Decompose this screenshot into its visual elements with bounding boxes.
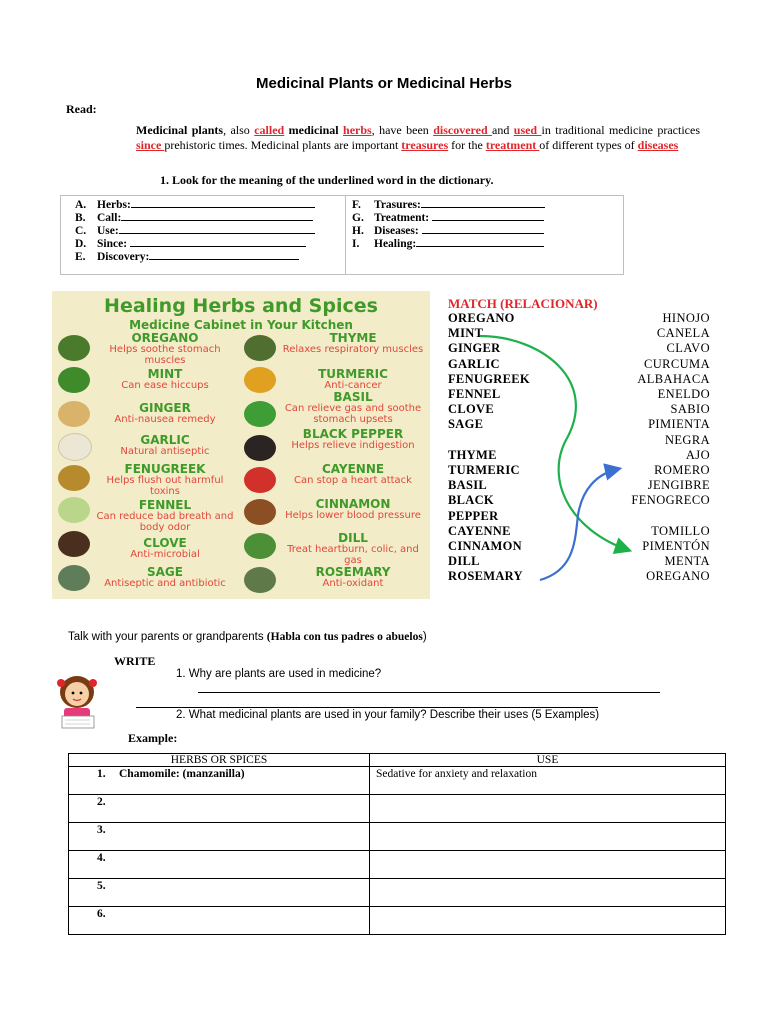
underlined-word: discovered — [433, 123, 493, 137]
herb-name: MINT — [147, 367, 183, 381]
talk-instruction — [68, 631, 427, 643]
herb-desc: Can stop a heart attack — [294, 475, 412, 486]
read-label: Read: — [66, 102, 97, 116]
herb-cell[interactable] — [69, 907, 370, 935]
para-text: of different types of — [539, 137, 638, 152]
vocab-word: Trasures: — [374, 199, 421, 211]
vocab-letter: E. — [75, 251, 86, 263]
herb-name: CLOVE — [143, 536, 187, 550]
question-1: 1. Look for the meaning of the underlined word in the dictionary. — [160, 173, 494, 187]
match-right-item[interactable]: TOMILLO — [651, 523, 710, 538]
match-right-item[interactable]: FENOGRECO — [631, 493, 710, 508]
herb-name: FENNEL — [138, 498, 192, 512]
poster-title: Healing Herbs and Spices — [104, 295, 378, 317]
talk-bold: (Habla con tus padres o abuelos — [266, 631, 423, 643]
vocab-word: Use: — [97, 225, 119, 237]
match-right-item[interactable]: ROMERO — [654, 463, 710, 477]
vocab-letter: H. — [352, 225, 364, 237]
vocab-word: Diseases: — [374, 225, 422, 237]
match-right-item[interactable]: CANELA — [656, 326, 710, 341]
vocab-word: Treatment: — [374, 212, 433, 224]
write-label: WRITE — [114, 654, 156, 668]
herb-name: THYME — [329, 331, 377, 345]
para-text: and — [492, 123, 514, 137]
table-row — [69, 823, 726, 851]
match-right-item[interactable]: CLAVO — [666, 341, 710, 356]
herb-name: ROSEMARY — [315, 565, 391, 579]
para-text: , have been — [371, 123, 434, 137]
underlined-word: used — [513, 123, 542, 137]
table-row — [69, 795, 726, 823]
row-number: 2. — [97, 796, 106, 808]
row-number: 4. — [97, 852, 106, 864]
herb-desc: Anti-microbial — [130, 549, 200, 560]
match-right-item[interactable]: ENELDO — [657, 387, 710, 401]
match-left-item[interactable]: BASIL — [448, 478, 488, 493]
herb-name: CINNAMON — [315, 497, 391, 511]
vocab-word: Healing: — [374, 238, 417, 250]
match-right-item[interactable]: PIMENTÓN — [642, 539, 710, 553]
match-right-item[interactable]: AJO — [685, 447, 710, 462]
underlined-word: called — [254, 123, 285, 137]
underlined-word: treatment — [485, 137, 540, 152]
table-header-row — [69, 754, 726, 767]
match-left-item[interactable]: ROSEMARY — [448, 569, 523, 584]
match-left-item[interactable]: DILL — [448, 554, 480, 569]
talk-end: ) — [422, 631, 427, 643]
herb-cell[interactable] — [69, 823, 370, 851]
talk-text: Talk with your parents or grandparents — [68, 631, 267, 643]
row-number: 1. — [97, 768, 106, 780]
table-row — [69, 879, 726, 907]
match-right-item[interactable]: CURCUMA — [643, 356, 710, 371]
use-cell[interactable] — [370, 823, 726, 851]
herb-desc: Helps soothe stomach muscles — [109, 344, 221, 366]
underlined-word: since — [136, 137, 165, 152]
herb-name: GINGER — [139, 401, 191, 415]
herb-desc: Can ease hiccups — [121, 380, 209, 391]
write-question-1: 1. Why are plants are used in medicine? — [176, 668, 382, 680]
herb-name: TURMERIC — [318, 367, 388, 381]
match-left-item[interactable]: GINGER — [448, 341, 501, 356]
table-row — [69, 907, 726, 935]
use-cell[interactable] — [370, 851, 726, 879]
match-right-item[interactable]: MENTA — [664, 554, 710, 569]
vocab-word: Call: — [97, 212, 122, 224]
green-arrow — [480, 336, 628, 550]
herb-desc: Helps lower blood pressure — [285, 510, 421, 521]
herb-desc: Antiseptic and antibiotic — [104, 578, 226, 589]
herb-name: FENUGREEK — [124, 462, 206, 476]
use-cell[interactable]: Sedative for anxiety and relaxation — [370, 767, 726, 795]
herb-cell[interactable] — [69, 851, 370, 879]
para-text: , also — [223, 123, 255, 137]
herb-desc: Anti-nausea remedy — [114, 414, 216, 425]
match-left-item[interactable]: FENUGREEK — [448, 371, 530, 386]
herb-name: SAGE — [147, 565, 183, 579]
para-text: medicinal — [284, 123, 344, 137]
vocab-letter: I. — [352, 238, 360, 250]
para-text: prehistoric times. Medicinal plants are important — [164, 137, 402, 152]
herb-desc: Can reduce bad breath and body odor — [96, 511, 234, 533]
herb-name: BASIL — [333, 390, 373, 404]
herb-desc: Anti-cancer — [324, 380, 382, 391]
header-use: USE — [370, 754, 726, 767]
vocab-word: Since: — [97, 238, 130, 250]
answer-line-2[interactable] — [136, 707, 598, 708]
herb-desc: Helps relieve indigestion — [291, 440, 415, 451]
underlined-word: treasures — [401, 137, 449, 152]
vocab-word: Discovery: — [97, 251, 150, 263]
vocab-letter: A. — [75, 199, 87, 211]
vocab-letter: C. — [75, 225, 87, 237]
herb-value: Chamomile: (manzanilla) — [119, 768, 245, 780]
match-right-item[interactable]: NEGRA — [664, 432, 710, 447]
vocab-letter: G. — [352, 212, 364, 224]
herb-desc: Relaxes respiratory muscles — [282, 344, 424, 355]
match-left-item[interactable]: TURMERIC — [448, 463, 520, 477]
table-row — [69, 851, 726, 879]
match-left-item[interactable]: OREGANO — [448, 311, 515, 325]
use-cell[interactable] — [370, 795, 726, 823]
match-left-item[interactable]: MINT — [448, 326, 484, 341]
match-right-item[interactable]: OREGANO — [646, 569, 710, 584]
poster-subtitle: Medicine Cabinet in Your Kitchen — [129, 318, 353, 332]
herb-name: DILL — [338, 531, 368, 545]
match-right-item[interactable]: PIMIENTA — [648, 417, 710, 432]
match-left-item[interactable]: THYME — [448, 447, 497, 462]
row-number: 3. — [97, 824, 106, 836]
answer-line-1[interactable] — [198, 692, 660, 693]
herb-cell[interactable] — [69, 879, 370, 907]
match-left-item[interactable]: PEPPER — [448, 508, 499, 523]
para-text: in traditional medicine practices — [541, 123, 700, 137]
match-left-item[interactable]: CINNAMON — [448, 539, 522, 553]
use-cell[interactable] — [370, 907, 726, 935]
herbs-table — [68, 753, 726, 935]
herb-desc: Natural antiseptic — [120, 446, 210, 457]
herb-desc: Helps flush out harmful toxins — [106, 475, 224, 497]
match-right-item[interactable]: ALBAHACA — [637, 371, 710, 386]
match-left-item[interactable]: CLOVE — [448, 402, 494, 417]
vocab-letter: D. — [75, 238, 87, 250]
herb-desc: Can relieve gas and soothe stomach upsets — [284, 403, 422, 425]
use-cell[interactable] — [370, 879, 726, 907]
herb-name: OREGANO — [131, 331, 199, 345]
herb-name: BLACK PEPPER — [302, 427, 404, 441]
row-number: 5. — [97, 880, 106, 892]
match-right-item[interactable]: JENGIBRE — [647, 478, 710, 493]
vocab-letter: F. — [352, 199, 361, 211]
match-left-item[interactable]: GARLIC — [448, 356, 500, 371]
table-row — [69, 767, 726, 795]
example-label: Example: — [128, 731, 178, 745]
match-left-item[interactable]: BLACK — [448, 493, 494, 508]
para-text: for the — [448, 137, 486, 152]
match-left-item[interactable]: FENNEL — [448, 387, 501, 401]
match-left-item[interactable]: SAGE — [448, 417, 484, 432]
header-herbs: HERBS OR SPICES — [69, 754, 370, 767]
girl-writing-icon — [50, 670, 104, 732]
match-right-item[interactable]: HINOJO — [662, 311, 710, 325]
para-term: Medicinal plants — [136, 123, 224, 137]
match-heading: MATCH (RELACIONAR) — [448, 296, 598, 311]
vocab-letter: B. — [75, 212, 86, 224]
match-right-item[interactable]: SABIO — [670, 402, 710, 417]
table-body — [69, 767, 726, 935]
herb-name: CAYENNE — [321, 462, 385, 476]
write-question-2: 2. What medicinal plants are used in your family? Describe their uses (5 Examples) — [176, 709, 600, 721]
herb-cell[interactable] — [69, 795, 370, 823]
herb-desc: Treat heartburn, colic, and gas — [287, 544, 419, 566]
blue-arrow — [540, 469, 618, 580]
herb-desc: Anti-oxidant — [322, 578, 384, 589]
herb-name: GARLIC — [140, 433, 190, 447]
page-title: Medicinal Plants or Medicinal Herbs — [256, 75, 512, 92]
herb-cell[interactable] — [69, 767, 370, 795]
match-left-item[interactable]: CAYENNE — [448, 523, 511, 538]
underlined-word: herbs — [343, 123, 372, 137]
row-number: 6. — [97, 908, 106, 920]
vocab-word: Herbs: — [97, 199, 131, 211]
underlined-word: diseases — [637, 137, 679, 152]
